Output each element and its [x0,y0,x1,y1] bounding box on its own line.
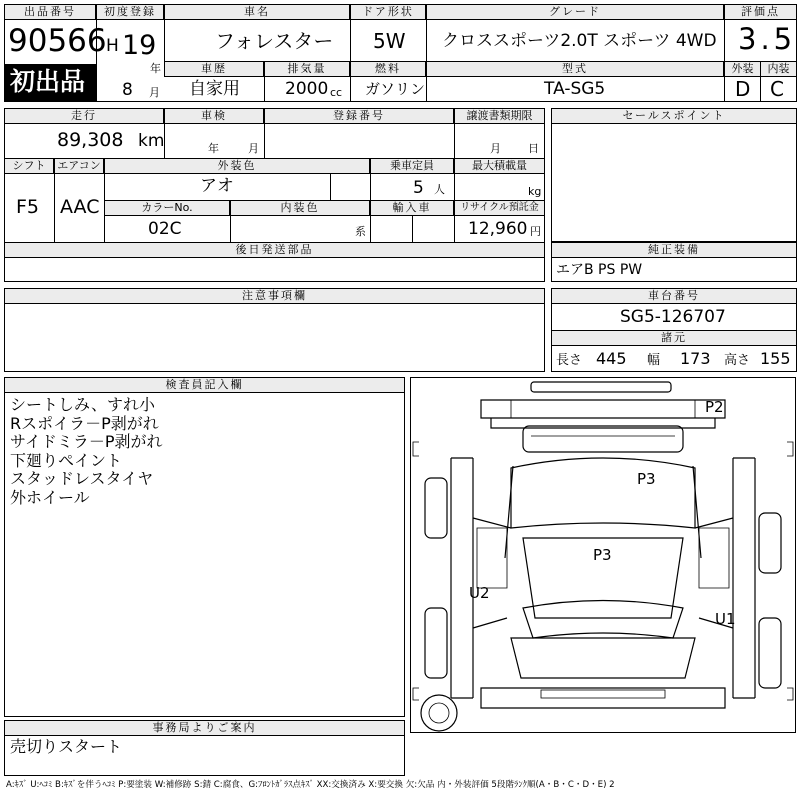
shift-value: F5 [16,196,40,218]
displacement-value: 2000 [285,79,329,99]
sales-points-label: セールスポイント [551,108,797,124]
remark-line: 外ホイール [10,487,90,507]
notes-label: 注意事項欄 [4,288,545,304]
model-label: 車名 [164,4,350,20]
inspection-year-unit: 年 [208,142,219,155]
length-value: 445 [596,349,627,368]
grade-value: クロススポーツ2.0T スポーツ 4WD [442,31,717,51]
lot-number: 90566 [8,23,107,59]
plate-label: 登録番号 [264,108,454,124]
history-value: 自家用 [189,79,240,99]
mileage-label: 走行 [4,108,164,124]
type-label: 型式 [426,61,724,77]
exterior-grade: D [735,77,751,101]
length-label: 長さ [556,353,583,368]
interior-grade: C [770,77,784,101]
equipment-label: 純正装備 [551,242,797,258]
score-value: 3.5 [738,22,797,56]
dimensions-label: 諸元 [551,330,797,346]
damage-mark-u2: U2 [469,584,490,602]
remark-line: 下廻りペイント [10,450,123,470]
displacement-label: 排気量 [264,61,350,77]
color-number-label: カラーNo. [104,200,230,216]
model-value: フォレスター [215,29,334,53]
recycle-deposit-label: リサイクル預託金 [454,200,545,216]
import-label: 輸入車 [370,200,454,216]
first-listing-label: 初出品 [10,67,86,96]
exterior-color-value: アオ [200,176,234,196]
color-number-value: 02C [148,219,182,239]
width-label: 幅 [647,353,661,368]
sales-points-box [551,108,797,242]
recycle-deposit-value: 12,960 [468,219,528,239]
remark-line: Rスポイラ－P剥がれ [10,413,159,433]
history-label: 車歴 [164,61,264,77]
max-load-label: 最大積載量 [454,158,545,174]
year-unit: 年 [150,62,161,75]
transfer-month-unit: 月 [490,142,501,155]
transfer-deadline-label: 譲渡書類期限 [454,108,545,124]
height-value: 155 [760,349,791,368]
door-value: 5W [373,29,406,53]
score-label: 評価点 [724,4,797,20]
exterior-color-label: 外装色 [104,158,370,174]
lot-number-label: 出品番号 [4,4,96,20]
transfer-day-unit: 日 [528,142,539,155]
equipment-value: エアB PS PW [556,262,643,278]
office-label: 事務局よりご案内 [4,720,405,736]
damage-mark-p3-roof: P3 [637,470,656,488]
later-parts-label: 後日発送部品 [4,242,545,258]
office-value: 売切りスタート [10,737,123,756]
inspection-month-unit: 月 [248,142,259,155]
exterior-grade-label: 外装 [724,61,761,77]
damage-mark-p2: P2 [705,398,724,416]
registration-year: 19 [122,30,157,61]
capacity-unit: 人 [434,183,445,196]
ac-value: AAC [60,196,100,218]
interior-grade-label: 内装 [760,61,797,77]
month-unit: 月 [149,86,160,99]
max-load-unit: kg [528,185,542,198]
car-damage-diagram [410,377,796,733]
fuel-label: 燃料 [350,61,426,77]
chassis-number-label: 車台番号 [551,288,797,304]
era-letter: H [106,36,119,56]
shift-label: シフト [4,158,54,174]
interior-color-unit: 系 [355,225,366,238]
remark-line: シートしみ、すれ小 [10,395,155,414]
inspector-label: 検査員記入欄 [4,377,405,393]
remark-line: スタッドレスタイヤ [10,469,154,488]
fuel-value: ガソリン [365,80,426,98]
mileage-value: 89,308 [57,129,124,151]
chassis-number-value: SG5-126707 [620,307,726,327]
height-label: 高さ [724,353,751,368]
first-registration-label: 初度登録 [96,4,164,20]
damage-legend: A:ｷｽﾞ U:ﾍｺﾐ B:ｷｽﾞを伴うﾍｺﾐ P:要塗装 W:補修跡 S:錆 C:腐食、G:ﾌﾛﾝﾄｶﾞﾗｽ点ｷｽﾞ XX:交換済み X:要交換 欠:欠品 内・外装評価 5段階ﾗﾝｸ順(A・B・C・D・E) 2 [6,780,615,790]
door-label: ドア形状 [350,4,426,20]
ac-label: エアコン [54,158,104,174]
interior-color-label: 内装色 [230,200,370,216]
capacity-label: 乗車定員 [370,158,454,174]
damage-mark-u1: U1 [715,610,736,628]
type-value: TA-SG5 [544,79,606,99]
registration-month: 8 [122,80,133,100]
inspector-remarks [10,396,163,507]
damage-mark-p3-cabin: P3 [593,546,612,564]
grade-label: グレード [426,4,724,20]
remark-line: サイドミラ－P剥がれ [10,432,163,451]
inspection-label: 車検 [164,108,264,124]
mileage-unit: km [138,131,165,151]
width-value: 173 [680,349,711,368]
capacity-value: 5 [413,178,424,198]
recycle-deposit-unit: 円 [530,225,541,238]
displacement-unit: cc [330,86,343,99]
